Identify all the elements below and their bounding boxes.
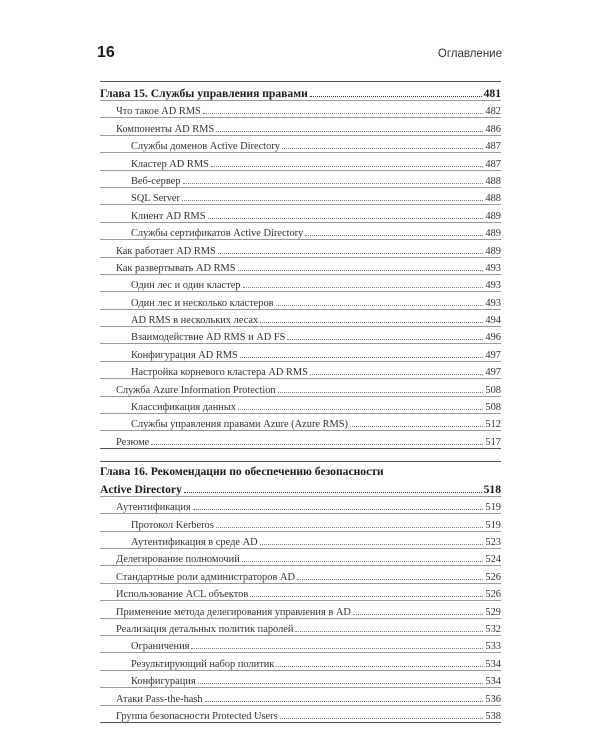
entry-page-number: 489 xyxy=(485,245,501,257)
entry-title: Стандартные роли администраторов AD xyxy=(116,571,295,583)
entry-title: Один лес и несколько кластеров xyxy=(131,297,274,309)
toc-subsection-entry[interactable] xyxy=(100,187,501,204)
entry-page-number: 487 xyxy=(485,141,501,153)
dot-leader xyxy=(191,648,483,649)
entry-page-number: 487 xyxy=(485,158,501,170)
running-head: Оглавление xyxy=(437,48,502,60)
entry-page-number: 496 xyxy=(485,332,501,344)
toc-subsection-entry[interactable] xyxy=(100,152,501,169)
dot-leader xyxy=(218,253,484,254)
dot-leader xyxy=(216,527,484,528)
entry-title: Один лес и один кластер xyxy=(131,280,241,292)
toc-section-entry[interactable] xyxy=(100,687,501,704)
entry-page-number: 534 xyxy=(485,658,501,670)
dot-leader xyxy=(205,701,484,702)
entry-page-number: 526 xyxy=(485,589,501,601)
entry-page-number: 488 xyxy=(485,193,501,205)
toc-section-entry[interactable] xyxy=(100,117,501,134)
entry-title: AD RMS в нескольких лесах xyxy=(131,315,259,327)
entry-title: Аутентификация xyxy=(116,502,191,514)
toc-subsection-entry[interactable] xyxy=(100,396,501,413)
entry-page-number: 524 xyxy=(485,554,501,566)
toc-section-entry[interactable] xyxy=(100,239,501,256)
entry-page-number: 523 xyxy=(485,536,501,548)
entry-page-number: 512 xyxy=(485,419,501,431)
entry-page-number: 482 xyxy=(485,106,501,118)
dot-leader xyxy=(182,200,483,201)
entry-page-number: 489 xyxy=(485,228,501,240)
entry-title: Использование ACL объектов xyxy=(116,589,249,601)
toc-section-entry[interactable] xyxy=(100,583,501,600)
entry-page-number: 538 xyxy=(485,710,501,722)
entry-title: Клиент AD RMS xyxy=(131,210,206,222)
dot-leader xyxy=(310,96,482,97)
dot-leader xyxy=(243,287,484,288)
chapter-title-line: Глава 16. Рекомендации по обеспечению безопасности xyxy=(100,464,384,478)
dot-leader xyxy=(260,544,484,545)
dot-leader xyxy=(280,718,484,719)
entry-title: Кластер AD RMS xyxy=(131,158,209,170)
toc-subsection-entry[interactable] xyxy=(100,204,501,221)
page-number: 16 xyxy=(97,44,115,61)
toc-section-entry[interactable] xyxy=(100,257,501,274)
entry-page-number: 526 xyxy=(485,571,501,583)
entry-title: Протокол Kerberos xyxy=(131,519,214,531)
chapter-page-number: 518 xyxy=(483,482,501,496)
dot-leader xyxy=(276,666,483,667)
dot-leader xyxy=(297,579,483,580)
entry-page-number: 529 xyxy=(485,606,501,618)
entry-page-number: 486 xyxy=(485,123,501,135)
dot-leader xyxy=(216,131,483,132)
entry-page-number: 493 xyxy=(485,262,501,274)
entry-title: Что такое AD RMS xyxy=(116,106,201,118)
toc-subsection-entry[interactable] xyxy=(100,413,501,430)
dot-leader xyxy=(278,392,484,393)
entry-title: Результирующий набор политик xyxy=(131,658,275,670)
entry-title: Группа безопасности Protected Users xyxy=(116,710,278,722)
chapter-block xyxy=(100,81,501,449)
entry-title: Службы управления правами Azure (Azure RMS) xyxy=(131,419,349,431)
chapter-page-number: 481 xyxy=(483,87,501,100)
toc-subsection-entry[interactable] xyxy=(100,652,501,669)
entry-page-number: 497 xyxy=(485,349,501,361)
toc-subsection-entry[interactable] xyxy=(100,222,501,239)
entry-title: Ограничения xyxy=(131,641,190,653)
dot-leader xyxy=(350,426,483,427)
dot-leader xyxy=(151,444,483,445)
entry-title: Резюме xyxy=(116,436,150,448)
toc-subsection-entry[interactable] xyxy=(100,274,501,291)
dot-leader xyxy=(240,357,484,358)
toc-section-entry[interactable] xyxy=(100,618,501,635)
dot-leader xyxy=(282,148,483,149)
entry-page-number: 534 xyxy=(485,676,501,688)
entry-page-number: 488 xyxy=(485,175,501,187)
toc-subsection-entry[interactable] xyxy=(100,670,501,687)
entry-title: Веб-сервер xyxy=(131,175,181,187)
entry-title: Служба Azure Information Protection xyxy=(116,384,276,396)
toc-subsection-entry[interactable] xyxy=(100,309,501,326)
dot-leader xyxy=(276,305,484,306)
dot-leader xyxy=(184,492,482,493)
entry-page-number: 517 xyxy=(485,436,501,448)
dot-leader xyxy=(208,218,484,219)
toc-subsection-entry[interactable] xyxy=(100,635,501,652)
toc-subsection-entry[interactable] xyxy=(100,343,501,360)
entry-title: Применение метода делегирования управления в AD xyxy=(116,606,351,618)
toc-subsection-entry[interactable] xyxy=(100,361,501,378)
entry-title: Конфигурация AD RMS xyxy=(131,349,238,361)
dot-leader xyxy=(211,166,484,167)
entry-title: Взаимодействие AD RMS и AD FS xyxy=(131,332,286,344)
entry-title: Как развертывать AD RMS xyxy=(116,262,236,274)
entry-title: Классификация данных xyxy=(131,402,237,414)
dot-leader xyxy=(242,561,484,562)
entry-page-number: 493 xyxy=(485,297,501,309)
toc-section-entry[interactable] xyxy=(100,496,501,513)
entry-page-number: 519 xyxy=(485,502,501,514)
entry-title: Делегирование полномочий xyxy=(116,554,240,566)
entry-title: Службы сертификатов Active Directory xyxy=(131,228,304,240)
dot-leader xyxy=(305,235,483,236)
entry-title: Реализация детальных политик паролей xyxy=(116,623,294,635)
entry-page-number: 489 xyxy=(485,210,501,222)
toc-section-entry[interactable] xyxy=(100,430,501,447)
toc-section-entry[interactable] xyxy=(100,705,501,722)
chapter-heading[interactable] xyxy=(100,82,501,100)
table-of-contents xyxy=(100,81,501,723)
dot-leader xyxy=(203,113,484,114)
dot-leader xyxy=(198,683,484,684)
entry-title: Компоненты AD RMS xyxy=(116,123,215,135)
dot-leader xyxy=(310,374,483,375)
toc-section-entry[interactable] xyxy=(100,378,501,395)
toc-section-entry[interactable] xyxy=(100,100,501,117)
dot-leader xyxy=(295,631,483,632)
dot-leader xyxy=(353,614,484,615)
toc-subsection-entry[interactable] xyxy=(100,135,501,152)
entry-page-number: 493 xyxy=(485,280,501,292)
entry-page-number: 519 xyxy=(485,519,501,531)
entry-page-number: 536 xyxy=(485,693,501,705)
entry-page-number: 532 xyxy=(485,623,501,635)
entry-title: Как работает AD RMS xyxy=(116,245,216,257)
entry-title: SQL Server xyxy=(131,193,180,205)
chapter-title: Active Directory xyxy=(100,482,182,496)
dot-leader xyxy=(183,183,484,184)
chapter-heading[interactable] xyxy=(100,478,501,496)
chapter-block xyxy=(100,461,501,723)
entry-title: Службы доменов Active Directory xyxy=(131,141,280,153)
toc-section-entry[interactable] xyxy=(100,600,501,617)
dot-leader xyxy=(238,409,483,410)
toc-subsection-entry[interactable] xyxy=(100,531,501,548)
toc-subsection-entry[interactable] xyxy=(100,170,501,187)
toc-subsection-entry[interactable] xyxy=(100,513,501,530)
entry-page-number: 497 xyxy=(485,367,501,379)
entry-title: Конфигурация xyxy=(131,676,196,688)
entry-title: Аутентификация в среде AD xyxy=(131,536,258,548)
dot-leader xyxy=(238,270,484,271)
toc-subsection-entry[interactable] xyxy=(100,326,501,343)
toc-section-entry[interactable] xyxy=(100,548,501,565)
toc-section-entry[interactable] xyxy=(100,565,501,582)
dot-leader xyxy=(260,322,483,323)
entry-page-number: 508 xyxy=(485,384,501,396)
dot-leader xyxy=(250,596,483,597)
chapter-title: Глава 15. Службы управления правами xyxy=(100,87,308,100)
entry-title: Атаки Pass-the-hash xyxy=(116,693,203,705)
dot-leader xyxy=(193,509,484,510)
entry-page-number: 533 xyxy=(485,641,501,653)
entry-title: Настройка корневого кластера AD RMS xyxy=(131,367,308,379)
dot-leader xyxy=(287,339,483,340)
entry-page-number: 494 xyxy=(485,315,501,327)
entry-page-number: 508 xyxy=(485,402,501,414)
toc-subsection-entry[interactable] xyxy=(100,291,501,308)
